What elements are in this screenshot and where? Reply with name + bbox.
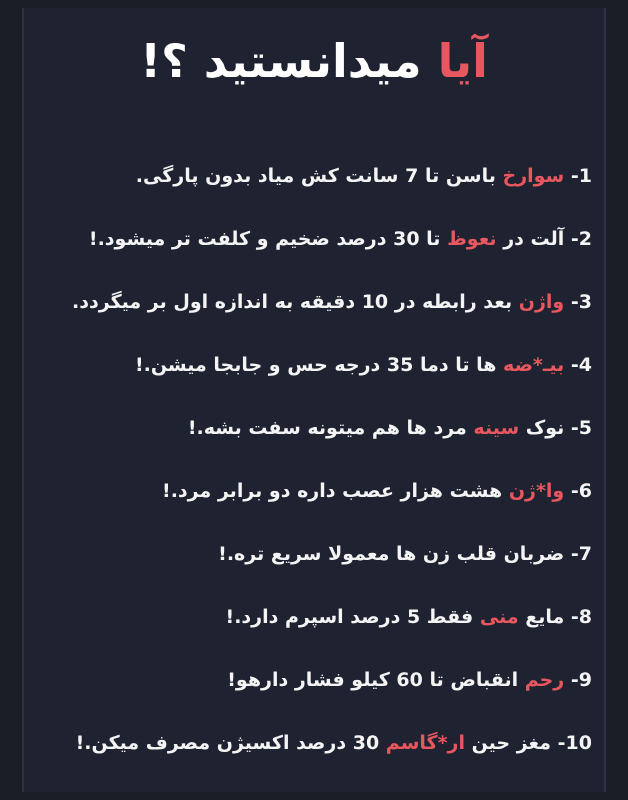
fact-text: 10- مغز حین bbox=[464, 732, 592, 754]
fact-text: تا 30 درصد ضخیم و کلفت تر میشود.! bbox=[88, 228, 448, 250]
fact-text: انقباض تا 60 کیلو فشار دارهو! bbox=[227, 669, 525, 691]
fact-text: باسن تا 7 سانت کش میاد بدون پارگی. bbox=[135, 165, 503, 187]
fact-highlight: ار*گاسم bbox=[385, 732, 465, 754]
fact-item-9 bbox=[16, 662, 592, 698]
fact-item-3 bbox=[16, 284, 592, 320]
page-title bbox=[24, 34, 604, 88]
fact-text: 2- آلت در bbox=[496, 228, 592, 250]
fact-item-1 bbox=[16, 158, 592, 194]
fact-text: بعد رابطه در 10 دقیقه به اندازه اول بر میگردد. bbox=[72, 291, 519, 313]
fact-text: 9- bbox=[564, 669, 592, 691]
fact-highlight: نعوظ bbox=[447, 228, 497, 250]
fact-text: 6- bbox=[564, 480, 592, 502]
fact-text: ها تا دما 35 درجه حس و جابجا میشن.! bbox=[134, 354, 504, 376]
fact-item-5 bbox=[16, 410, 592, 446]
title-accent: آیا bbox=[437, 34, 488, 88]
fact-text: هشت هزار عصب داره دو برابر مرد.! bbox=[162, 480, 509, 502]
title-rest: میدانستید ؟! bbox=[140, 34, 438, 88]
fact-item-2 bbox=[16, 221, 592, 257]
fact-item-8 bbox=[16, 599, 592, 635]
fact-text: مرد ها هم میتونه سفت بشه.! bbox=[187, 417, 474, 439]
fact-text: 5- نوک bbox=[519, 417, 592, 439]
fact-item-4 bbox=[16, 347, 592, 383]
fact-highlight: واژن bbox=[518, 291, 565, 313]
fact-text: فقط 5 درصد اسپرم دارد.! bbox=[225, 606, 480, 628]
fact-highlight: بیـ*ضه bbox=[503, 354, 565, 376]
fact-text: 1- bbox=[564, 165, 592, 187]
fact-item-10 bbox=[16, 725, 592, 761]
fact-item-6 bbox=[16, 473, 592, 509]
fact-text: 7- ضربان قلب زن ها معمولا سریع تره.! bbox=[218, 543, 592, 565]
fact-text: 8- مایع bbox=[518, 606, 592, 628]
fact-card bbox=[22, 8, 606, 792]
fact-item-7 bbox=[16, 536, 592, 572]
fact-highlight: سوارخ bbox=[502, 165, 565, 187]
fact-text: 3- bbox=[564, 291, 592, 313]
fact-highlight: منی bbox=[479, 606, 519, 628]
fact-text: 30 درصد اکسیژن مصرف میکن.! bbox=[75, 732, 386, 754]
fact-highlight: سینه bbox=[473, 417, 520, 439]
fact-highlight: رحم bbox=[524, 669, 565, 691]
fact-highlight: وا*ژن bbox=[508, 480, 565, 502]
fact-text: 4- bbox=[564, 354, 592, 376]
